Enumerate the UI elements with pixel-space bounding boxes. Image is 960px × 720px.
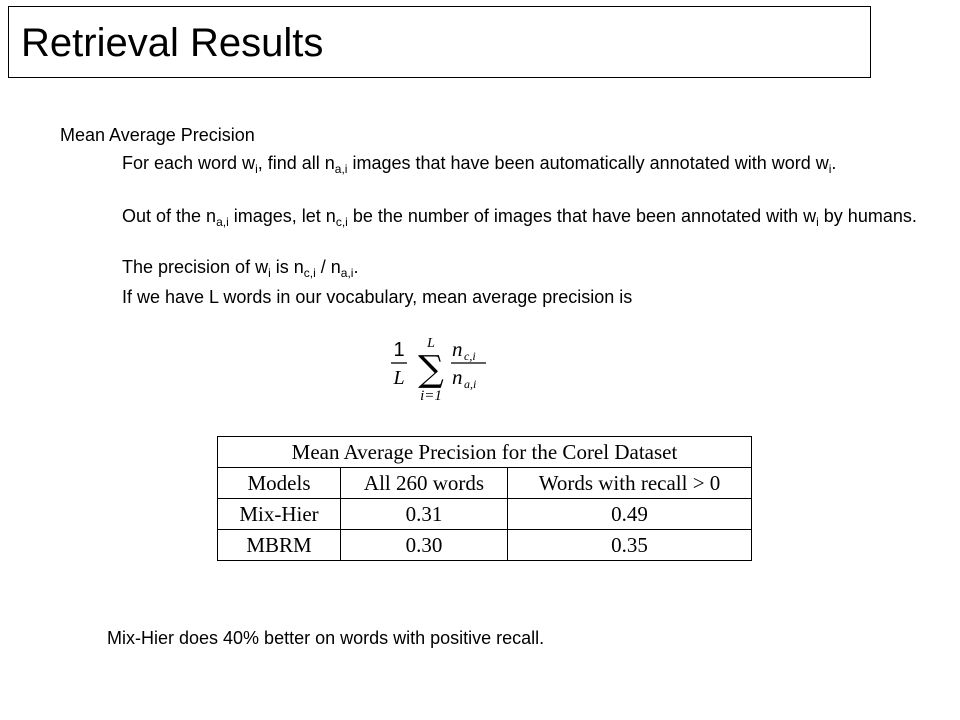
text-segment: is n <box>270 257 304 277</box>
text-segment: For each word w <box>122 153 256 173</box>
table-cell: 0.31 <box>341 499 508 530</box>
bullet-vocabulary: If we have L words in our vocabulary, mean average precision is <box>122 287 633 307</box>
denominator-n: n <box>452 365 463 389</box>
header-cell: Words with recall > 0 <box>508 468 752 499</box>
text-segment: . <box>353 257 359 277</box>
subscript: i <box>828 162 832 176</box>
header-cell: Models <box>218 468 341 499</box>
table-row <box>218 530 752 561</box>
text-segment: The precision of w <box>122 257 269 277</box>
text-segment: be the number of images that have been annotated with w <box>347 206 817 226</box>
table-cell: 0.35 <box>508 530 752 561</box>
header-cell: All 260 words <box>341 468 508 499</box>
table-cell: MBRM <box>218 530 341 561</box>
subscript: i <box>268 266 271 280</box>
section-heading: Mean Average Precision <box>60 125 255 145</box>
table-row <box>218 499 752 530</box>
conclusion-text: Mix-Hier does 40% better on words with positive recall. <box>107 628 545 648</box>
sum-lower-limit: i=1 <box>420 388 442 404</box>
subscript: c,i <box>303 266 316 280</box>
formula-one: 1 <box>393 339 405 361</box>
title-box <box>8 6 871 78</box>
subscript: a,i <box>334 162 348 176</box>
subscript: i <box>816 215 819 229</box>
table-cell: 0.30 <box>341 530 508 561</box>
text-segment: . <box>831 153 837 173</box>
bullet-human-annotation <box>122 206 952 229</box>
numerator-subscript: c,i <box>464 349 476 363</box>
subscript: a,i <box>216 215 229 229</box>
slide-title: Retrieval Results <box>21 21 324 65</box>
text-segment: Out of the n <box>122 206 217 226</box>
denominator-subscript: a,i <box>464 377 477 391</box>
subscript: c,i <box>335 215 348 229</box>
corel-precision-table <box>217 436 752 561</box>
table-caption-row <box>218 437 752 468</box>
text-segment: by humans. <box>818 206 917 226</box>
summation-sign: ∑ <box>418 349 444 390</box>
text-segment: / n <box>315 257 341 277</box>
bullet-word-annotation <box>122 153 952 176</box>
subscript: a,i <box>340 266 354 280</box>
table-cell: 0.49 <box>508 499 752 530</box>
text-segment: images, let n <box>228 206 336 226</box>
text-segment: , find all n <box>257 153 335 173</box>
subscript: i <box>255 162 258 176</box>
numerator-n: n <box>452 337 463 361</box>
table-caption: Mean Average Precision for the Corel Dataset <box>218 437 752 468</box>
formula-l-denominator: L <box>393 367 405 389</box>
sum-upper-limit: L <box>427 336 435 351</box>
bullet-precision-definition <box>122 257 952 280</box>
text-segment: images that have been automatically annotated with word w <box>347 153 829 173</box>
mean-average-precision-formula <box>388 328 508 408</box>
table-header-row <box>218 468 752 499</box>
table-cell: Mix-Hier <box>218 499 341 530</box>
